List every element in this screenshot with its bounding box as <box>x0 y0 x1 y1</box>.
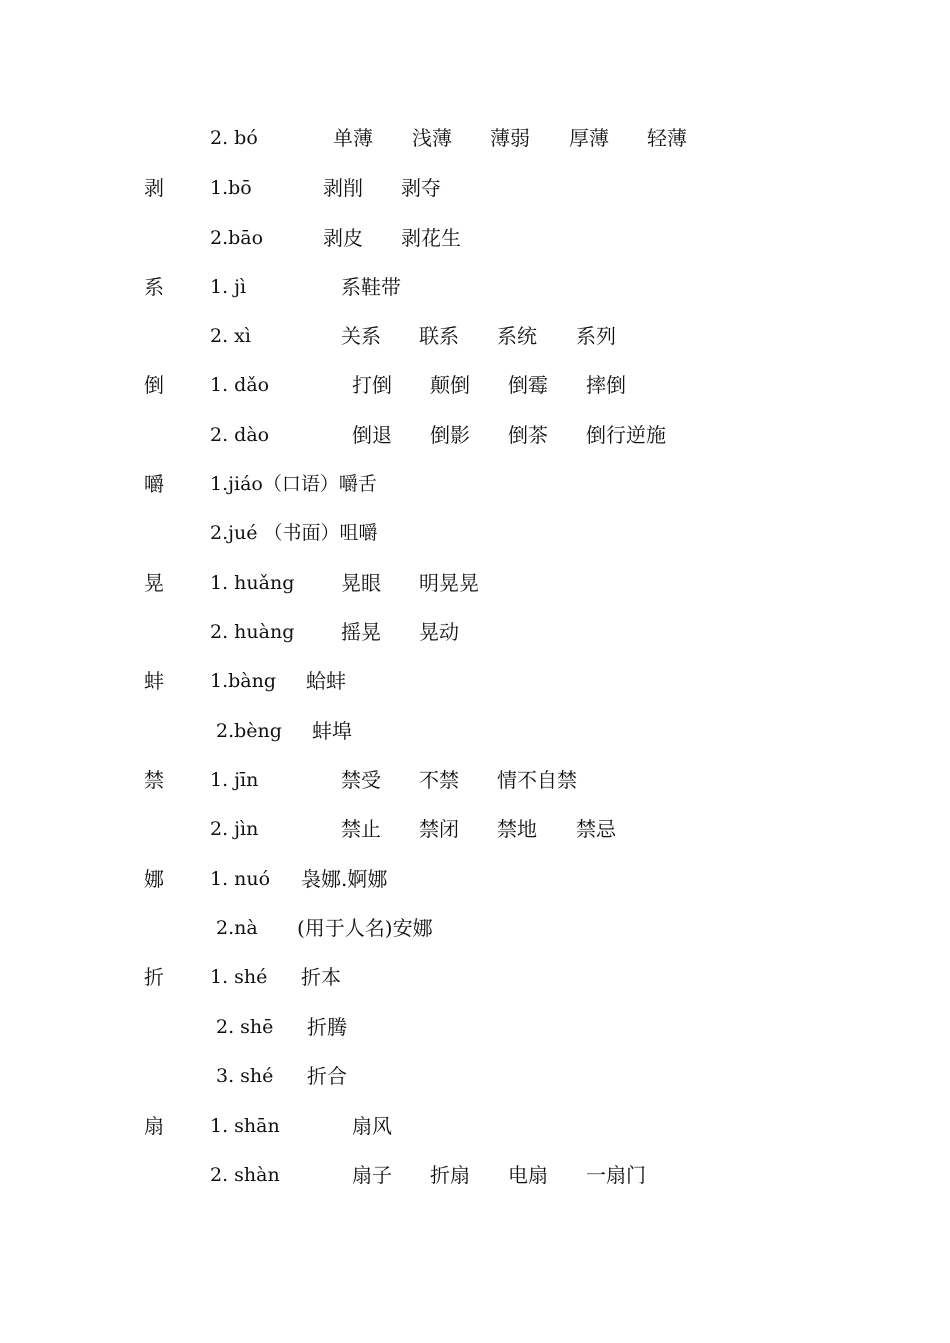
entry-row <box>0 1160 950 1190</box>
entry-row <box>0 864 950 894</box>
entry-row <box>0 716 950 746</box>
headword: 禁 <box>144 768 164 792</box>
example-word: 晃动 <box>419 620 459 644</box>
example-word: 情不自禁 <box>497 768 577 792</box>
headword: 剥 <box>144 176 164 200</box>
entry-row <box>0 321 950 351</box>
entry-row <box>0 962 950 992</box>
headword: 嚼 <box>144 472 164 496</box>
example-word: 电扇 <box>508 1163 548 1187</box>
reading: 1. huǎng <box>210 572 295 594</box>
reading: 1. jīn <box>210 769 259 791</box>
reading: 1. jì <box>210 276 247 298</box>
reading: 2. dào <box>210 424 270 446</box>
reading: 2.bèng <box>216 720 282 742</box>
example-word: 倒霉 <box>508 373 548 397</box>
example-word: 颠倒 <box>430 373 470 397</box>
reading: 1. shān <box>210 1115 280 1137</box>
reading: 2.bāo <box>210 227 264 249</box>
example-word: 摇晃 <box>341 620 381 644</box>
entry-row <box>0 814 950 844</box>
example-word: 不禁 <box>419 768 459 792</box>
reading: 1. shé <box>210 966 268 988</box>
entry-row <box>0 1111 950 1141</box>
entry-row <box>0 1012 950 1042</box>
example-word: 摔倒 <box>586 373 626 397</box>
example-word: 薄弱 <box>490 126 530 150</box>
example-word: 剥花生 <box>401 226 461 250</box>
headword: 折 <box>144 965 164 989</box>
example-word: 系统 <box>497 324 537 348</box>
reading: 2. shē <box>216 1016 274 1038</box>
entry-row <box>0 913 950 943</box>
example-word: 单薄 <box>333 126 373 150</box>
example-word: 倒退 <box>352 423 392 447</box>
entry-row <box>0 666 950 696</box>
entry-row <box>0 223 950 253</box>
example-word: 禁地 <box>497 817 537 841</box>
example-word: 袅娜.婀娜 <box>301 867 388 891</box>
example-word: 倒影 <box>430 423 470 447</box>
example-word: 晃眼 <box>341 571 381 595</box>
reading: 1. nuó <box>210 868 271 890</box>
entry-row <box>0 272 950 302</box>
reading: 3. shé <box>216 1065 274 1087</box>
example-word: 折本 <box>301 965 341 989</box>
example-word: 折扇 <box>430 1163 470 1187</box>
reading: 2. jìn <box>210 818 259 840</box>
reading: 1.bàng <box>210 670 277 692</box>
example-word: 打倒 <box>352 373 392 397</box>
reading: 2.jué （书面）咀嚼 <box>210 522 378 544</box>
reading: 2. bó <box>210 127 258 149</box>
example-word: 扇风 <box>352 1114 392 1138</box>
example-word: 折合 <box>307 1064 347 1088</box>
example-word: 系列 <box>576 324 616 348</box>
entry-row <box>0 469 950 499</box>
example-word: 剥夺 <box>401 176 441 200</box>
entry-row <box>0 765 950 795</box>
headword: 倒 <box>144 373 164 397</box>
example-word: 蛤蚌 <box>306 669 346 693</box>
example-word: 一扇门 <box>586 1163 646 1187</box>
example-word: 倒行逆施 <box>586 423 666 447</box>
example-word: 关系 <box>341 324 381 348</box>
example-word: 剥皮 <box>323 226 363 250</box>
entry-row <box>0 518 950 548</box>
reading: 1.jiáo（口语）嚼舌 <box>210 473 377 495</box>
headword: 娜 <box>144 867 164 891</box>
example-word: 剥削 <box>323 176 363 200</box>
example-word: 明晃晃 <box>419 571 479 595</box>
example-word: 联系 <box>419 324 459 348</box>
example-word: 蚌埠 <box>312 719 352 743</box>
headword: 扇 <box>144 1114 164 1138</box>
example-word: 系鞋带 <box>341 275 401 299</box>
reading: 2. xì <box>210 325 251 347</box>
example-word: 禁受 <box>341 768 381 792</box>
entry-row <box>0 568 950 598</box>
example-word: 禁止 <box>341 817 381 841</box>
reading: 1.bō <box>210 177 252 199</box>
headword: 系 <box>144 275 164 299</box>
entry-row <box>0 173 950 203</box>
example-word: 倒茶 <box>508 423 548 447</box>
example-word: 浅薄 <box>412 126 452 150</box>
example-word: 禁闭 <box>419 817 459 841</box>
entry-row <box>0 123 950 153</box>
example-word: 扇子 <box>352 1163 392 1187</box>
reading: 2.nà <box>216 917 258 939</box>
example-word: 折腾 <box>307 1015 347 1039</box>
headword: 晃 <box>144 571 164 595</box>
headword: 蚌 <box>144 669 164 693</box>
example-word: 禁忌 <box>576 817 616 841</box>
reading: 2. huàng <box>210 621 295 643</box>
entry-row <box>0 420 950 450</box>
reading: 2. shàn <box>210 1164 280 1186</box>
entry-row <box>0 370 950 400</box>
example-word: (用于人名)安娜 <box>297 916 433 940</box>
entry-row <box>0 617 950 647</box>
reading: 1. dǎo <box>210 374 270 396</box>
entry-row <box>0 1061 950 1091</box>
example-word: 轻薄 <box>647 126 687 150</box>
example-word: 厚薄 <box>569 126 609 150</box>
